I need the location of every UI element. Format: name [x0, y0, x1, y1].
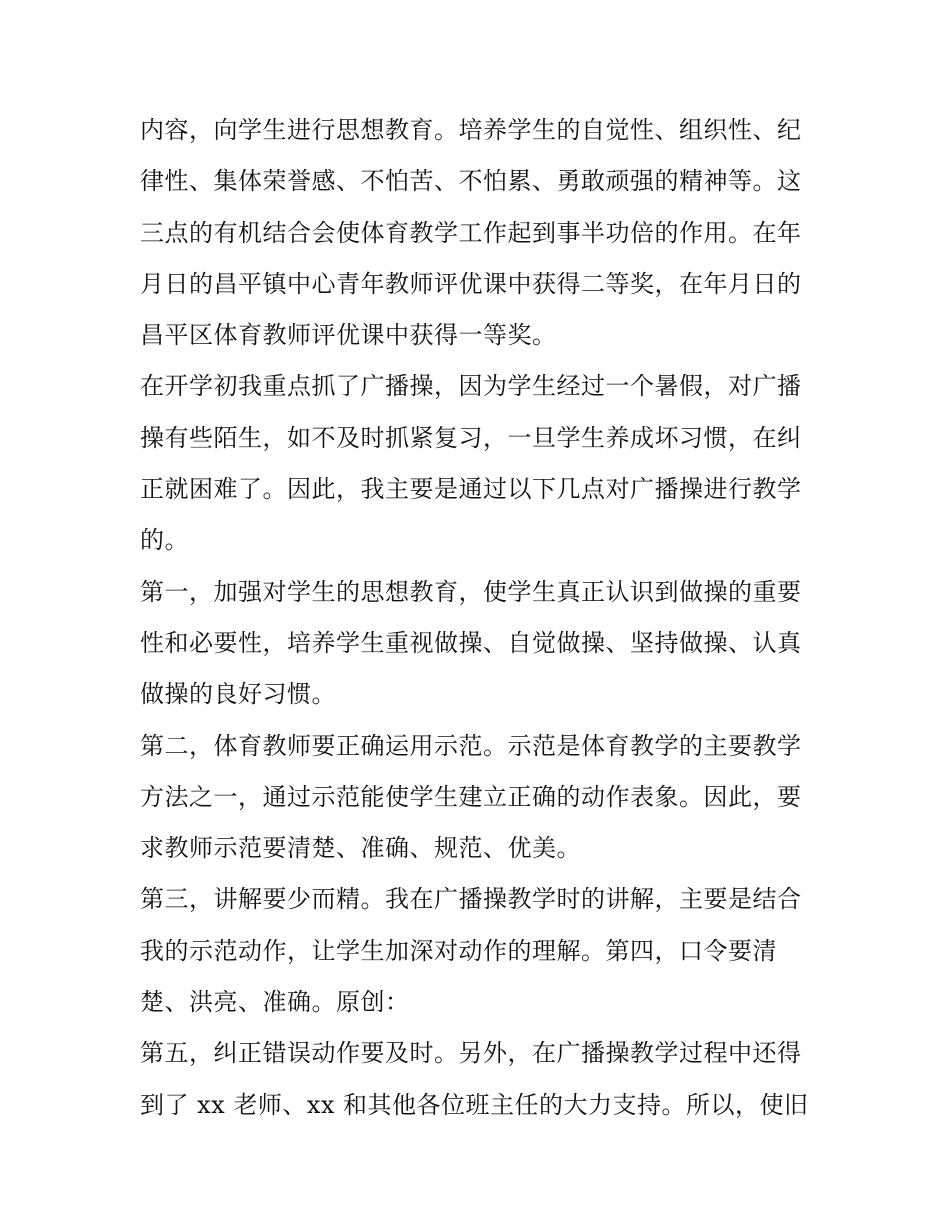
paragraph-6	[140, 1028, 812, 1131]
text-line: 的。	[140, 526, 189, 555]
text-line: 求教师示范要清楚、准确、规范、优美。	[140, 834, 581, 863]
text-line: 月日的昌平镇中心青年教师评优课中获得二等奖，在年月日的	[140, 269, 802, 298]
paragraph-2	[140, 361, 812, 566]
paragraph-5	[140, 874, 812, 1028]
text-line: 操有些陌生，如不及时抓紧复习，一旦学生养成坏习惯，在纠	[140, 423, 802, 452]
text-line: 第一，加强对学生的思想教育，使学生真正认识到做操的重要	[140, 577, 802, 606]
paragraph-1	[140, 105, 812, 361]
text-line: 我的示范动作，让学生加深对动作的理解。第四，口令要清	[140, 936, 777, 965]
paragraph-3	[140, 567, 812, 721]
text-line: 第三，讲解要少而精。我在广播操教学时的讲解，主要是结合	[140, 885, 802, 914]
text-line: 正就困难了。因此，我主要是通过以下几点对广播操进行教学	[140, 475, 802, 504]
text-line: 律性、集体荣誉感、不怕苦、不怕累、勇敢顽强的精神等。这	[140, 167, 802, 196]
text-line: 做操的良好习惯。	[140, 680, 336, 709]
text-line: 性和必要性，培养学生重视做操、自觉做操、坚持做操、认真	[140, 628, 802, 657]
text-line: 楚、洪亮、准确。原创：	[140, 988, 410, 1017]
text-line: 方法之一，通过示范能使学生建立正确的动作表象。因此，要	[140, 782, 802, 811]
text-line: 第二，体育教师要正确运用示范。示范是体育教学的主要教学	[140, 731, 802, 760]
text-line: 在开学初我重点抓了广播操，因为学生经过一个暑假，对广播	[140, 372, 802, 401]
paragraph-4	[140, 721, 812, 875]
text-line: 三点的有机结合会使体育教学工作起到事半功倍的作用。在年	[140, 218, 802, 247]
document-body	[140, 105, 812, 1131]
text-line: 第五，纠正错误动作要及时。另外，在广播操教学过程中还得	[140, 1039, 802, 1068]
text-line: 到了 xx 老师、xx 和其他各位班主任的大力支持。所以，使旧	[140, 1090, 809, 1119]
text-line: 内容，向学生进行思想教育。培养学生的自觉性、组织性、纪	[140, 116, 802, 144]
text-line: 昌平区体育教师评优课中获得一等奖。	[140, 321, 557, 350]
